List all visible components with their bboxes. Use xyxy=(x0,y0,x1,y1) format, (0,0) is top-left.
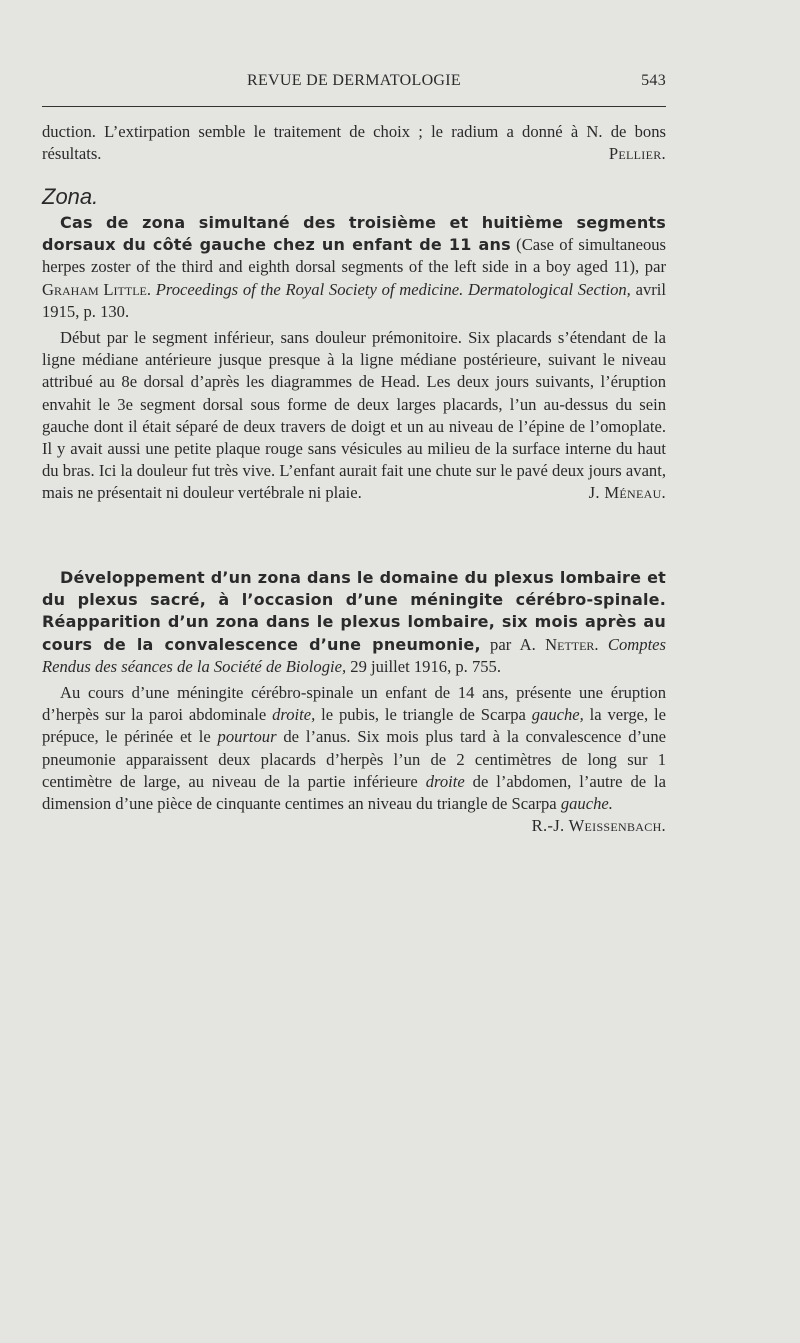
article-1-journal: Proceedings of the Royal Society of medicine. Dermatological Section, xyxy=(155,279,631,299)
article-1-bold-title: Cas de zona simultané des troisième et huitième segments dorsaux du côté gauche chez un enfant de 11 ans xyxy=(42,213,666,255)
article-2-body-italic: gauche, xyxy=(531,705,584,725)
intro-paragraph xyxy=(42,121,666,165)
article-2-body-italic: gauche. xyxy=(560,794,613,814)
article-2 xyxy=(42,567,666,837)
article-2-body-part: la verge, le prépuce, le périnée et le xyxy=(42,705,666,747)
article-2-body-italic: pourtour xyxy=(217,727,277,747)
article-1-body-text: Début par le segment inférieur, sans douleur prémonitoire. Six placards s’étendant de la ligne médiane antérieure jusque presque à la ligne médiane postérieure, suivant le niveau attribué au 8e dorsal d’après les diagrammes de Head. Les deux jours suivants, l’éruption envahit le 3e segment dorsal sous forme de deux larges placards, l’un au-dessus du sein gauche dont il était séparé de deux travers de doigt et un au niveau de l’épine de l’omoplate. Il y avait aussi une petite plaque rouge sans vésicules au milieu de la surface interne du haut du bras. Ici la douleur fut très vive. L’enfant aurait fait une chute sur le pavé deux jours avant, mais ne présentait ni douleur vertébrale ni plaie. xyxy=(42,328,666,503)
intro-text: duction. L’extirpation semble le traitement de choix ; le radium a donné à N. de bons résultats. xyxy=(42,122,666,164)
section-heading: Zona. xyxy=(42,184,99,209)
article-2-author: Netter. xyxy=(545,634,599,654)
signature-pellier: Pellier. xyxy=(608,144,666,164)
signature-weissenbach: R.-J. Weissenbach. xyxy=(531,816,666,836)
header-rule xyxy=(42,106,666,107)
signature-meneau: J. Méneau. xyxy=(588,483,666,503)
article-2-body-part: de l’abdomen, l’autre de la dimension d’une pièce de cinquante centimes an niveau du triangle de Scarpa xyxy=(42,771,667,814)
article-1-body xyxy=(42,327,666,505)
article-1-citation: avril 1915, p. 130. xyxy=(42,279,666,321)
article-2-body-part: Au cours d’une méningite cérébro-spinale un enfant de 14 ans, présente une éruption d’herpès sur la paroi abdominale xyxy=(42,683,666,725)
article-2-body-italic: droite, xyxy=(272,705,316,725)
article-2-bold-title: Développement d’un zona dans le domaine du plexus lombaire et du plexus sacré, à l’occasion d’une méningite cérébro-spinale. Réapparition d’un zona dans le plexus lombaire, six mois après au cours de la convalescence d’une pneumonie, xyxy=(42,568,666,654)
article-1 xyxy=(42,212,666,505)
article-1-title xyxy=(42,212,666,323)
article-2-body xyxy=(42,682,666,837)
article-2-citation: 29 juillet 1916, p. 755. xyxy=(346,656,501,676)
journal-title: REVUE DE DERMATOLOGIE xyxy=(247,72,461,89)
article-2-title xyxy=(42,567,666,678)
article-2-body-part: le pubis, le triangle de Scarpa xyxy=(315,705,532,725)
article-2-title-rest: par A. xyxy=(480,634,546,654)
page-number: 543 xyxy=(641,72,666,89)
article-2-journal: Comptes Rendus des séances de la Société de Biologie, xyxy=(42,634,666,676)
article-2-body-part: de l’anus. Six mois plus tard à la convalescence d’une pneumonie apparaissent deux placards d’herpès l’un de 2 centimètres de long sur 1 centimètre de large, au niveau de la partie inférieure xyxy=(42,727,666,791)
running-header xyxy=(42,72,666,94)
article-1-author: Graham Little. xyxy=(42,279,151,299)
article-2-body-italic: droite xyxy=(425,771,465,791)
article-1-title-rest: (Case of simultaneous herpes zoster of the third and eighth dorsal segments of the left side in a boy aged 11), par xyxy=(42,235,666,277)
